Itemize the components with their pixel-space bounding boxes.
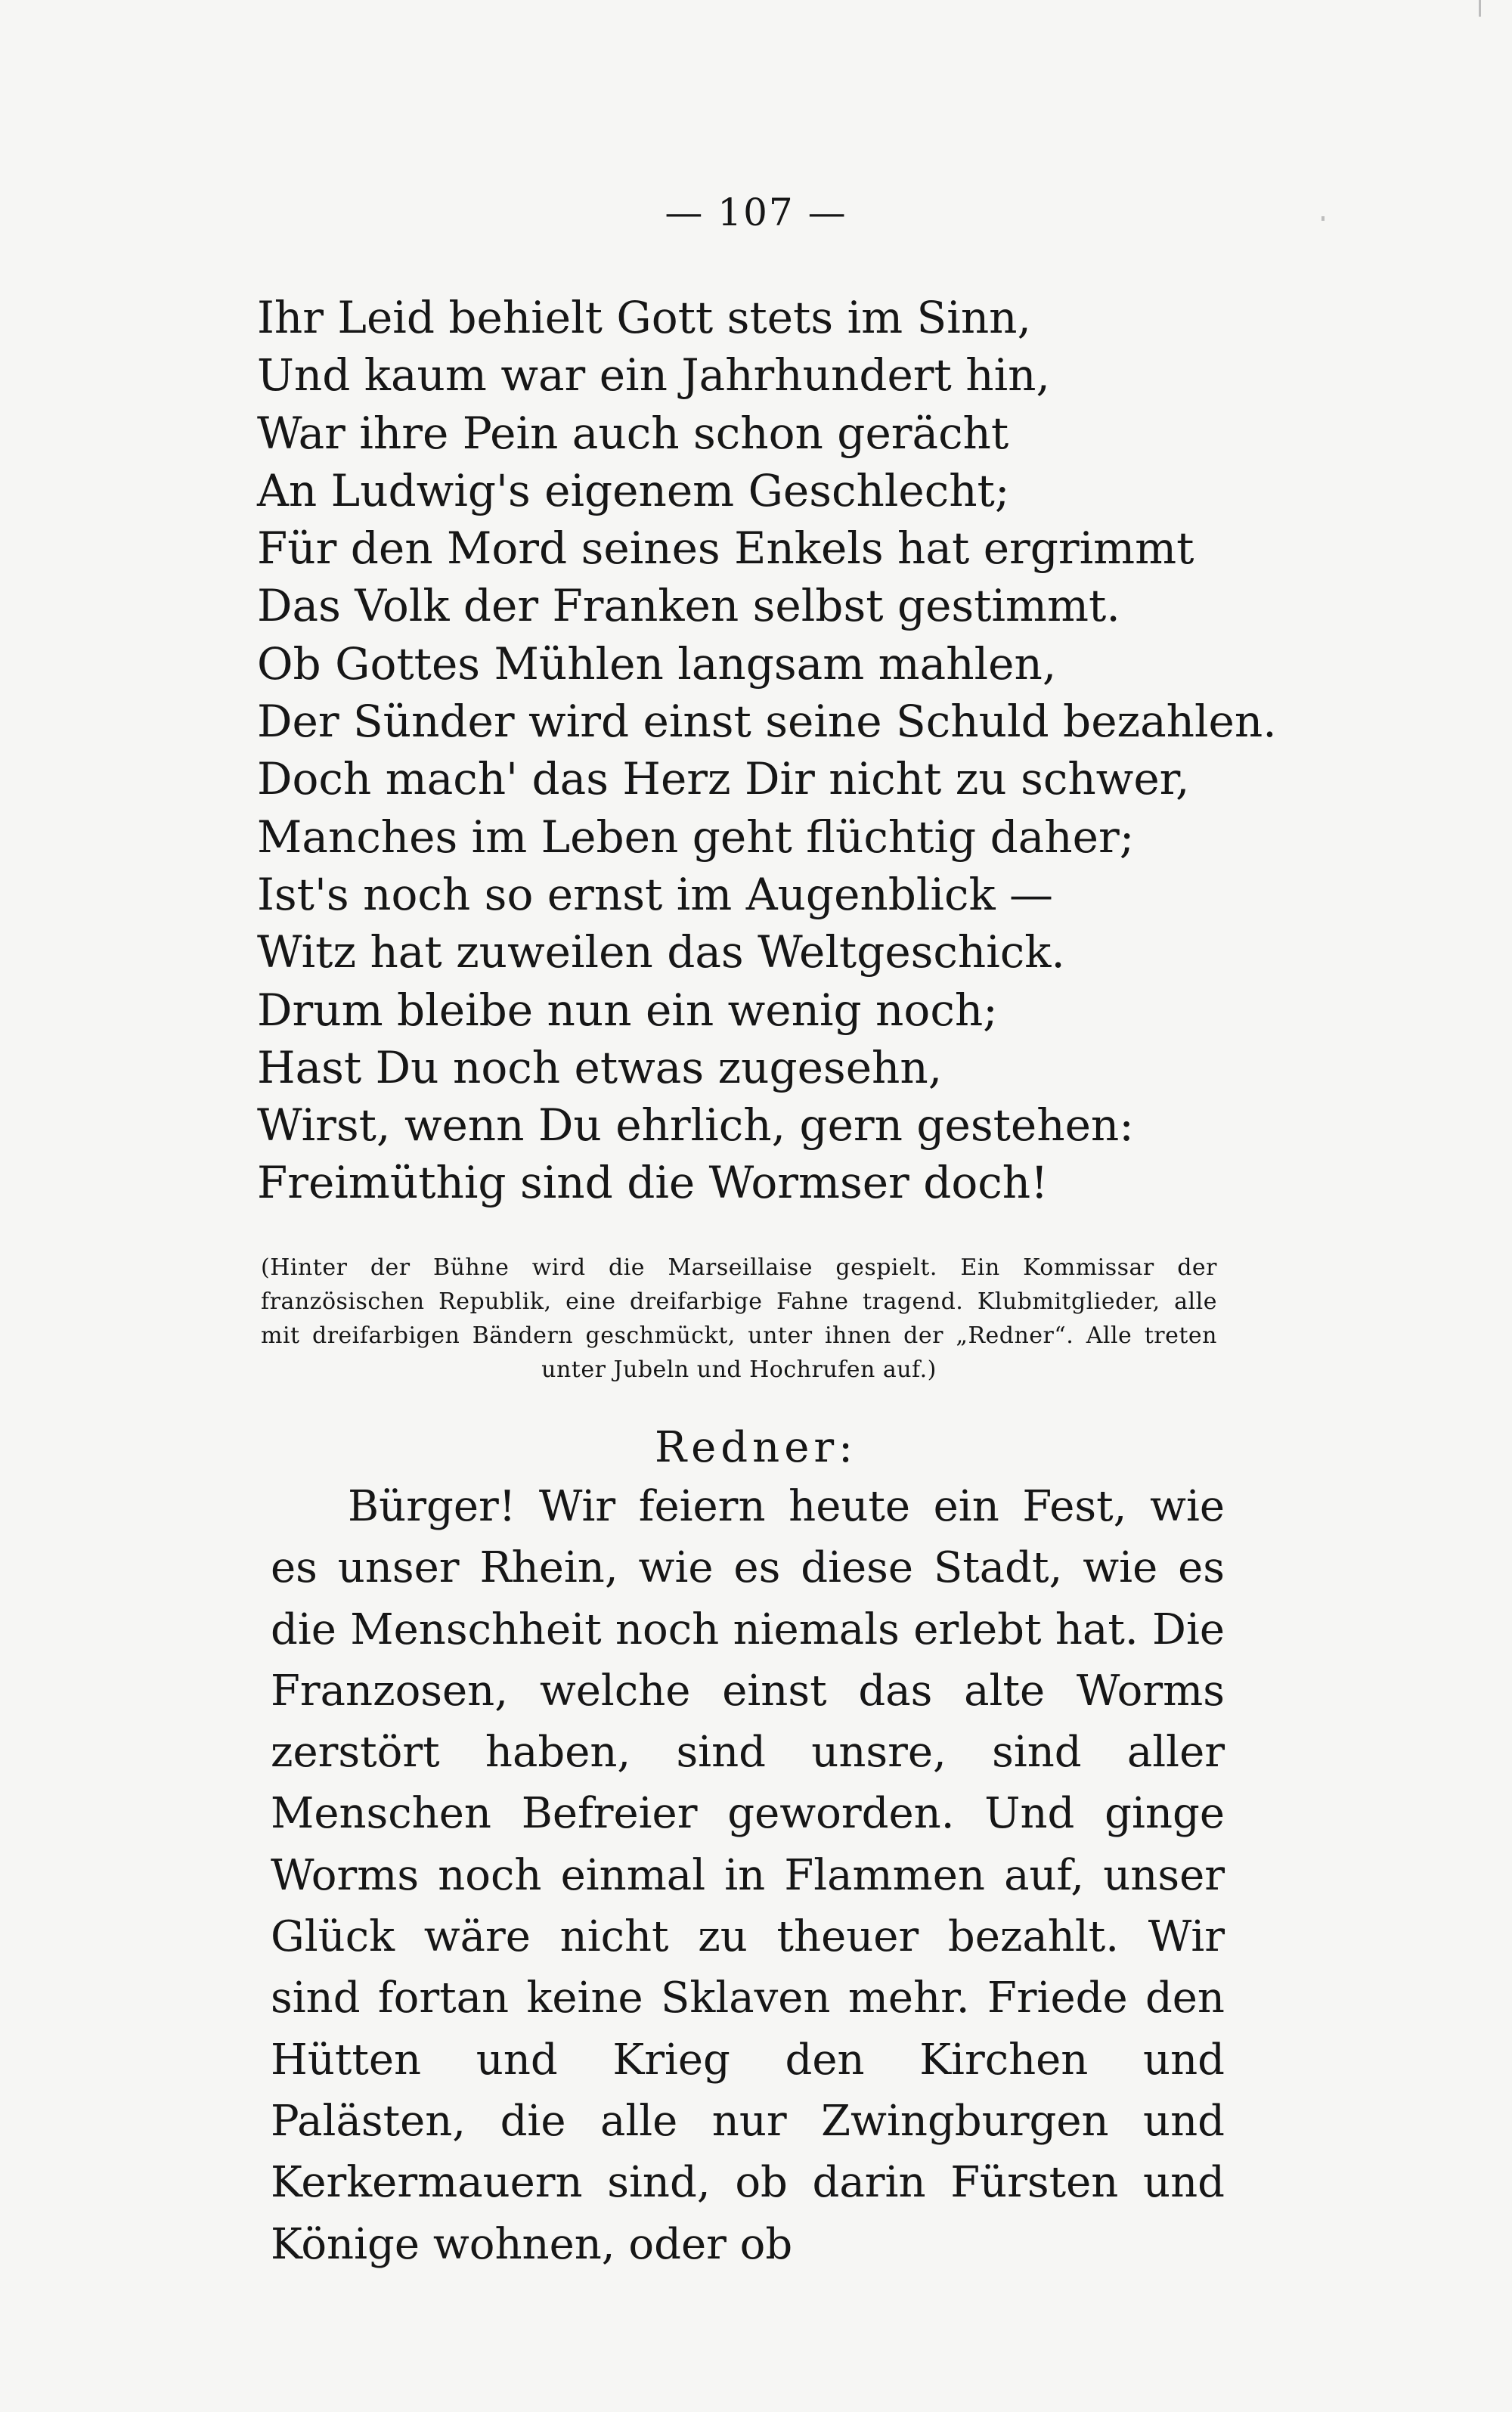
verse-line: War ihre Pein auch schon gerächt bbox=[257, 407, 1009, 459]
verse-line: Drum bleibe nun ein wenig noch; bbox=[257, 984, 998, 1036]
verse-line: Für den Mord seines Enkels hat ergrimmt bbox=[257, 522, 1194, 575]
stage-direction: (Hinter der Bühne wird die Marseillaise gespielt. Ein Kommissar der französischen Republik, eine dreifarbige Fahne tragend. Klubmitglieder, alle mit dreifarbigen Bändern geschmückt, unter ihnen der „Redner“. Alle treten unter Jubeln und Hochrufen auf.) bbox=[261, 1254, 1217, 1383]
page-edge-mark bbox=[1479, 0, 1481, 17]
speech-paragraph: Bürger! Wir feiern heute ein Fest, wie es unser Rhein, wie es diese Stadt, wie es die Menschheit noch niemals erlebt hat. Die Franzosen, welche einst das alte Worms zerstört haben, sind unsre, sind aller Menschen Befreier geworden. Und ginge Worms noch einmal in Flammen auf, unser Glück wäre nicht zu theuer bezahlt. Wir sind fortan keine Sklaven mehr. Friede den Hütten und Krieg den Kirchen und Palästen, die alle nur Zwingburgen und Kerkermauern sind, ob darin Fürsten und Könige wohnen, oder ob bbox=[271, 1482, 1225, 2269]
verse-line: Ob Gottes Mühlen langsam mahlen, bbox=[257, 637, 1057, 690]
verse-line: Hast Du noch etwas zugesehn, bbox=[257, 1041, 943, 1093]
verse-line: Und kaum war ein Jahrhundert hin, bbox=[257, 349, 1050, 401]
verse-line: An Ludwig's eigenem Geschlecht; bbox=[257, 464, 1010, 516]
verse-line: Wirst, wenn Du ehrlich, gern gestehen: bbox=[257, 1099, 1134, 1152]
verse-line: Der Sünder wird einst seine Schuld bezahlen. bbox=[257, 696, 1277, 748]
speaker-name: Redner: bbox=[655, 1423, 857, 1472]
page-number: — 107 — bbox=[665, 191, 847, 234]
verse-line: Freimüthig sind die Wormser doch! bbox=[257, 1157, 1049, 1209]
verse-block bbox=[257, 289, 1277, 1212]
verse-line: Das Volk der Franken selbst gestimmt. bbox=[257, 580, 1120, 632]
verse-line: Manches im Leben geht flüchtig daher; bbox=[257, 811, 1135, 863]
verse-line: Ist's noch so ernst im Augenblick — bbox=[257, 868, 1054, 920]
verse-line: Doch mach' das Herz Dir nicht zu schwer, bbox=[257, 753, 1190, 805]
verse-line: Witz hat zuweilen das Weltgeschick. bbox=[257, 926, 1065, 978]
verse-line: Ihr Leid behielt Gott stets im Sinn, bbox=[257, 292, 1031, 343]
